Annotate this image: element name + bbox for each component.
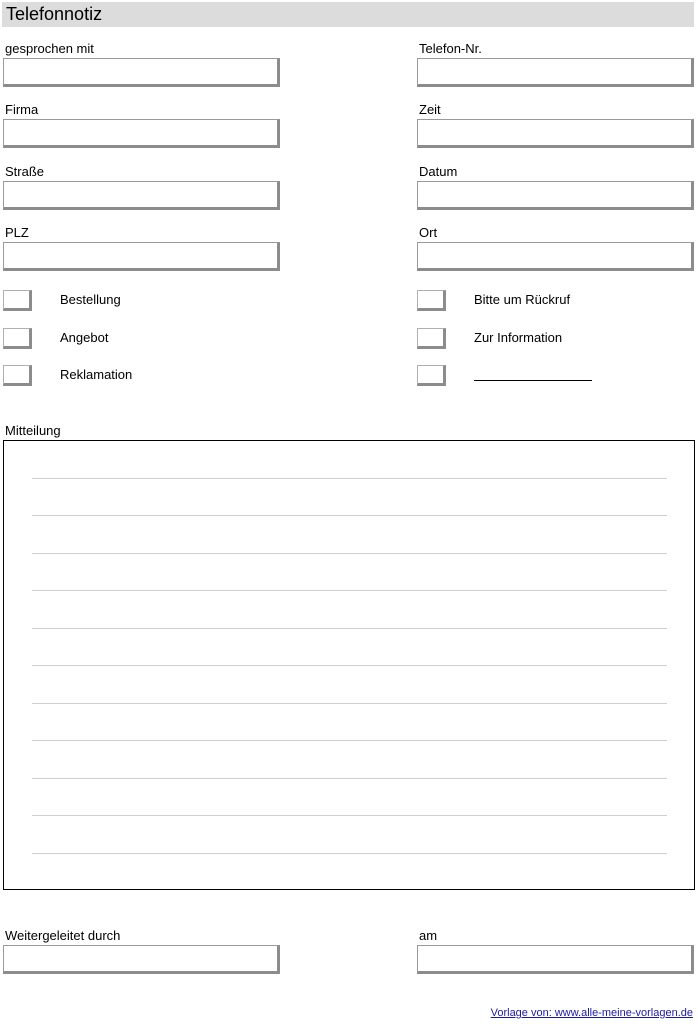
callback-checkbox[interactable] — [417, 290, 446, 311]
complaint-checkbox-label: Reklamation — [60, 367, 133, 382]
ruled-line — [32, 703, 667, 704]
phone-number-field[interactable] — [417, 58, 694, 87]
time-field[interactable] — [417, 119, 694, 148]
date-label: Datum — [419, 164, 458, 179]
ruled-line — [32, 553, 667, 554]
information-checkbox[interactable] — [417, 328, 446, 349]
street-label: Straße — [5, 164, 45, 179]
ruled-line — [32, 853, 667, 854]
offer-checkbox-label: Angebot — [60, 330, 109, 345]
zip-field[interactable] — [3, 242, 280, 271]
forwarded-date-field[interactable] — [417, 945, 694, 974]
date-field[interactable] — [417, 181, 694, 210]
complaint-checkbox[interactable] — [3, 365, 32, 386]
order-checkbox-label: Bestellung — [60, 292, 121, 307]
information-checkbox-label: Zur Information — [474, 330, 563, 345]
city-field[interactable] — [417, 242, 694, 271]
ruled-line — [32, 778, 667, 779]
spoken-with-label: gesprochen mit — [5, 41, 94, 56]
ruled-line — [32, 590, 667, 591]
callback-checkbox-label: Bitte um Rückruf — [474, 292, 571, 307]
ruled-line — [32, 515, 667, 516]
source-link[interactable]: Vorlage von: www.alle-meine-vorlagen.de — [490, 1007, 693, 1019]
ruled-line — [32, 815, 667, 816]
forwarded-date-label: am — [419, 928, 438, 943]
street-field[interactable] — [3, 181, 280, 210]
spoken-with-field[interactable] — [3, 58, 280, 87]
company-label: Firma — [5, 102, 39, 117]
ruled-line — [32, 665, 667, 666]
ruled-line — [32, 478, 667, 479]
ruled-line — [32, 628, 667, 629]
order-checkbox[interactable] — [3, 290, 32, 311]
ruled-line — [32, 740, 667, 741]
phone-number-label: Telefon-Nr. — [419, 41, 482, 56]
city-label: Ort — [419, 225, 438, 240]
other-checkbox[interactable] — [417, 365, 446, 386]
message-label: Mitteilung — [5, 423, 61, 438]
forwarded-by-label: Weitergeleitet durch — [5, 928, 121, 943]
other-blank-line[interactable] — [474, 380, 592, 381]
zip-label: PLZ — [5, 225, 29, 240]
message-area[interactable] — [3, 440, 695, 890]
company-field[interactable] — [3, 119, 280, 148]
time-label: Zeit — [419, 102, 441, 117]
offer-checkbox[interactable] — [3, 328, 32, 349]
page-title: Telefonnotiz — [2, 2, 694, 27]
forwarded-by-field[interactable] — [3, 945, 280, 974]
